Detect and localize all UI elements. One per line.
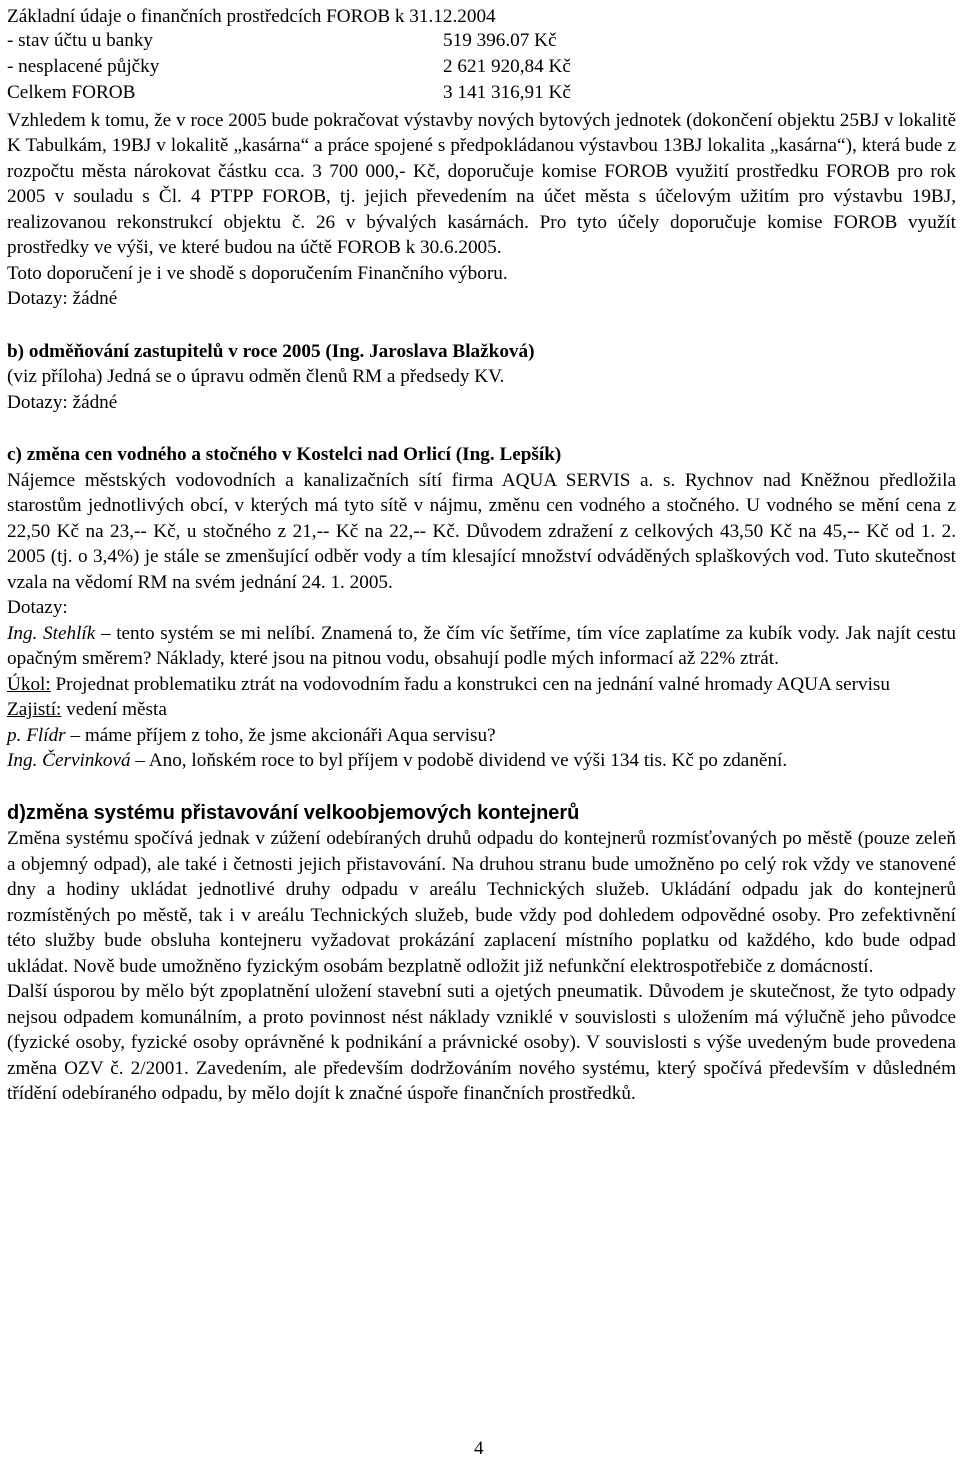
finance-row-value: 519 396.07 Kč (443, 29, 557, 51)
section-c-heading: c) změna cen vodného a stočného v Kostelci nad Orlicí (Ing. Lepšík) (7, 444, 562, 465)
questions-label: Dotazy: (7, 288, 68, 309)
ensure-text: vedení města (61, 699, 167, 720)
speaker-name: p. Flídr (7, 724, 66, 746)
section-c-question-3 (7, 748, 956, 774)
task-text: Projednat problematiku ztrát na vodovodním řadu a konstrukci cen na jednání valné hromady AQUA servisu (50, 673, 890, 695)
section-c-task (7, 672, 956, 698)
finance-row-total (7, 82, 956, 108)
finance-row-value: 2 621 920,84 Kč (443, 55, 571, 77)
section-d-heading: d)změna systému přistavování velkoobjemových kontejnerů (7, 801, 580, 824)
finance-row-label: - stav účtu u banky (7, 29, 154, 51)
section-b-questions (7, 390, 956, 416)
task-label: Úkol: (7, 673, 51, 695)
finance-row-loans (7, 56, 956, 82)
section-c-question-1 (7, 621, 956, 672)
finance-row-label: Celkem FOROB (7, 81, 136, 103)
finance-row-bank (7, 30, 956, 56)
section-b-heading: b) odměňování zastupitelů v roce 2005 (Ing. Jaroslava Blažková) (7, 340, 535, 362)
section-c-paragraph: Nájemce městských vodovodních a kanalizačních sítí firma AQUA SERVIS a. s. Rychnov nad Kněžnou předložila starostům jednotlivých obcí, v kterých má tyto sítě v nájmu, změnu cen vodného a stočného. U vodného se mění cena z 22,50 Kč na 23,-- Kč, u stočného z 21,-- Kč na 22,-- Kč. Důvodem zdražení z celkových 43,50 Kč na 45,-- Kč od 1. 2. 2005 (tj. o 3,4%) je stále se zmenšující odběr vody a tím klesající množství odváděných splaškových vod. Tuto skutečnost vzala na vědomí RM na svém jednání 24. 1. 2005. (7, 469, 956, 593)
speaker-text: – máme příjem z toho, že jsme akcionáři Aqua servisu? (65, 724, 496, 746)
speaker-text: – Ano, loňském roce to byl příjem v podobě dividend ve výši 134 tis. Kč po zdanění. (130, 750, 788, 771)
section-d-paragraph-1: Změna systému spočívá jednak v zúžení odebíraných druhů odpadu do kontejnerů rozmísťovaných po městě (pouze zeleň a objemný odpad), ale také i četnosti jejich přistavování. Na druhou stranu bude umožněno po celý rok vždy ve stanovené dny a hodiny ukládat jednotlivé druhy odpadu v areálu Technických služeb. Ukládání odpadu jak do kontejnerů rozmístěných po městě, tak i v areálu Technických služeb, bude vždy pod dohledem odpovědné osoby. Pro zefektivnění této služby bude obsluha kontejneru vyžadovat prokázání zaplacení místního poplatku od každého, kdo bude odpad ukládat. Nově bude umožněno fyzickým osobám bezplatně odložit již nefunkční elektrospotřebiče z domácností. (7, 828, 956, 977)
finance-paragraph: Vzhledem k tomu, že v roce 2005 bude pokračovat výstavby nových bytových jednotek (dokončení objektu 25BJ v lokalitě K Tabulkám, 19BJ v lokalitě „kasárna“ a práce spojené s předpokládanou výstavbou 13BJ lokalita „kasárna“), která bude z rozpočtu města nárokovat částku cca. 3 700 000,- Kč, doporučuje komise FOROB využití prostředku FOROB pro rok 2005 v souladu s Čl. 4 PTPP FOROB, tj. jejich převedením na účet města s účelovým užitím pro výstavbu 19BJ, realizovanou rekonstrukcí objektu č. 26 v bývalých kasárnách. Pro tyto účely doporučuje komise FOROB využít prostředky ve výši, ve které budou na účtě FOROB k 30.6.2005. (7, 109, 956, 258)
section-c-questions-label: Dotazy: (7, 597, 68, 618)
speaker-name: Ing. Červinková (7, 750, 131, 771)
finance-row-value: 3 141 316,91 Kč (443, 81, 571, 103)
questions-value: žádné (67, 391, 118, 413)
speaker-name: Ing. Stehlík (7, 622, 96, 644)
document-page (7, 4, 956, 1107)
finance-agreement: Toto doporučení je i ve shodě s doporučením Finančního výboru. (7, 262, 508, 284)
finance-row-label: - nesplacené půjčky (7, 55, 160, 77)
questions-value: žádné (67, 288, 118, 309)
section-d-paragraph-2: Další úsporou by mělo být zpoplatnění uložení stavební suti a ojetých pneumatik. Důvodem je skutečnost, že tyto odpady nejsou odpadem komunálním, a proto povinnost nést náklady vzniklé v souvislosti s uložením má výlučně jeho původce (fyzické osoby, fyzické osoby oprávněné k podnikání a právnické osoby). V souvislosti s výše uvedeným bude provedena změna OZV č. 2/2001. Zavedením, ale především dodržováním nového systému, který spočívá především v důsledném třídění odebíraného odpadu, by mělo dojít k značné úspoře finančních prostředků. (7, 981, 956, 1104)
speaker-text: – tento systém se mi nelíbí. Znamená to, že čím víc šetříme, tím více zaplatíme za kubík vody. Jak najít cestu opačným směrem? Náklady, které jsou na pitnou vodu, obsahují podle mých informací až 22% ztrát. (7, 622, 956, 669)
ensure-label: Zajistí: (7, 699, 62, 720)
section-c-question-2 (7, 723, 956, 749)
finance-questions (7, 286, 956, 312)
page-number: 4 (474, 1438, 484, 1459)
section-b-text: (viz příloha) Jedná se o úpravu odměn členů RM a předsedy KV. (7, 366, 505, 387)
finance-title: Základní údaje o finančních prostředcích FOROB k 31.12.2004 (7, 6, 496, 27)
questions-label: Dotazy: (7, 391, 68, 413)
section-c-ensure (7, 697, 956, 723)
